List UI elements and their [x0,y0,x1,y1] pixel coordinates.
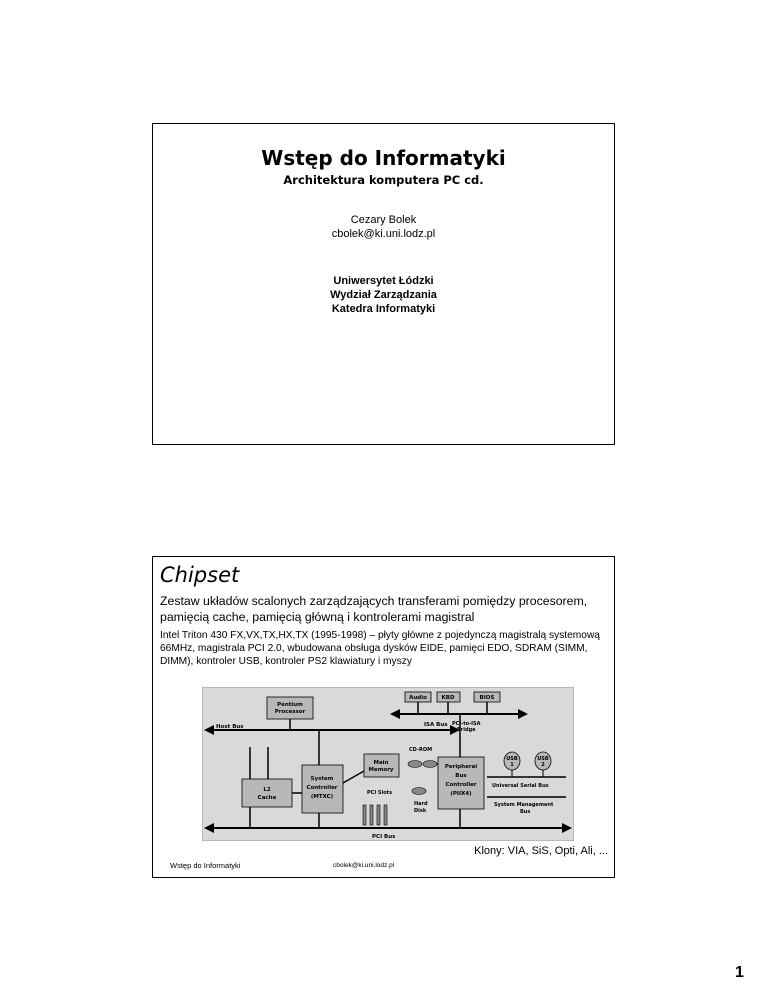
pci-isa-label-2: Bridge [457,727,476,733]
mtxc-label-2: Controller [306,785,338,791]
piix4-label-1: Peripheral [444,764,478,770]
department-name: Katedra Informatyki [331,303,436,315]
faculty-name: Wydział Zarządzania [330,289,437,301]
bios-label: BIOS [479,695,495,701]
chipset-slide [152,556,615,878]
pentium-label-1: Pentium [277,702,303,708]
pci-bus-label: PCI Bus [372,834,396,840]
usb1-number: 1 [510,762,514,768]
smbus-label-1: System Management [494,802,554,808]
audio-label: Audio [409,695,427,701]
usb2-label: USB [537,756,549,762]
chipset-details: Intel Triton 430 FX,VX,TX,HX,TX (1995-1998) – płyty główne z pojedynczą magistralą systemową 66MHz, magistrala PCI 2.0, wbudowana obsługa dysków EIDE, pamięci EDO, SDRAM (SIMM, DIMM), kontroler USB, kontroler PS2 klawiatury i myszy [160,630,600,667]
mtxc-label-1: System [310,776,334,782]
title-slide [152,123,615,445]
chipset-title: Chipset [160,563,240,587]
pentium-label-2: Processor [274,709,306,715]
pentium-processor-box [267,697,313,719]
mtxc-label-3: (MTXC) [310,794,334,800]
usb-bus-label: Universal Serial Bus [492,783,549,789]
footer-email: cbolek@ki.uni.lodz.pl [333,862,395,869]
cdrom-drive-2 [423,761,437,768]
hard-disk-icon [412,788,426,795]
cdrom-label: CD-ROM [409,747,433,753]
usb1-label: USB [506,756,518,762]
pci-slots-label: PCI Slots [367,790,393,796]
university-name: Uniwersytet Łódzki [333,275,434,287]
chipset-diagram [202,687,574,841]
isa-bus-label: ISA Bus [424,722,448,728]
main-memory-label-1: Main [373,760,389,766]
footer-course: Wstęp do Informatyki [170,861,241,870]
clones-text: Klony: VIA, SiS, Opti, Ali, ... [474,845,608,857]
l2-cache-box [242,779,292,807]
host-bus-label: Host Bus [216,724,244,730]
page-number: 1 [735,964,744,981]
slide-subtitle: Architektura komputera PC cd. [283,173,484,187]
piix4-label-4: (PIIX4) [450,791,472,797]
chipset-description: Zestaw układów scalonych zarządzających transferami pomiędzy procesorem, pamięcią cache, pamięcią główną i kontrolerami magistral [160,594,588,624]
author-name: Cezary Bolek [350,214,417,226]
pci-isa-label-1: PCI-to-ISA [452,721,481,727]
l2-label-1: L2 [263,787,271,793]
piix4-label-2: Bus [455,773,467,779]
kbd-label: KBD [441,695,455,701]
cdrom-drive-1 [408,761,422,768]
hard-disk-label-1: Hard [414,801,428,807]
author-email: cbolek@ki.uni.lodz.pl [331,228,436,240]
l2-label-2: Cache [257,795,277,801]
main-memory-label-2: Memory [368,767,394,773]
hard-disk-label-2: Disk [414,808,427,814]
smbus-label-2: Bus [520,809,531,815]
piix4-label-3: Controller [445,782,477,788]
usb2-number: 2 [541,762,545,768]
slide-title: Wstęp do Informatyki [261,146,506,170]
